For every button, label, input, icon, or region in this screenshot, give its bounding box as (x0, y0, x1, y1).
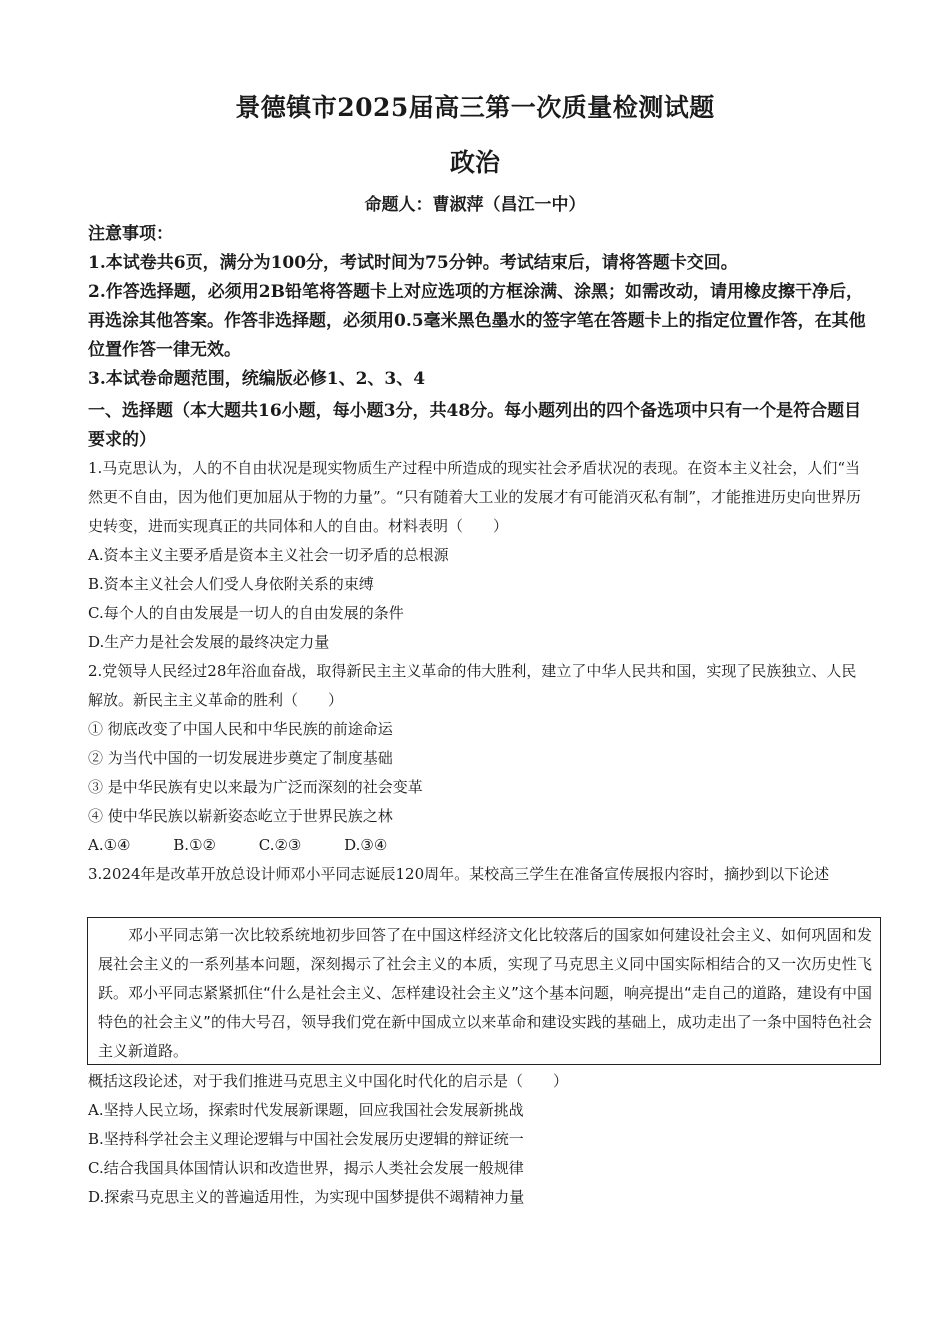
option-a: A.①④ (88, 836, 131, 854)
quote-box: 邓小平同志第一次比较系统地初步回答了在中国这样经济文化比较落后的国家如何建设社会主义、如何巩固和发展社会主义的一系列基本问题，深刻揭示了社会主义的本质，实现了马克思主义同中国实际相结合的又一次历史性飞跃。邓小平同志紧紧抓住“什么是社会主义、怎样建设社会主义”这个基本问题，响亮提出“走自己的道路，建设有中国特色的社会主义”的伟大号召，领导我们党在新中国成立以来革命和建设实践的基础上，成功走出了一条中国特色社会主义新道路。 (87, 917, 881, 1065)
statement-1: ① 彻底改变了中国人民和中华民族的前途命运 (88, 720, 393, 738)
statement-3: ③ 是中华民族有史以来最为广泛而深刻的社会变革 (88, 778, 423, 796)
option-d: D.探索马克思主义的普遍适用性，为实现中国梦提供不竭精神力量 (88, 1188, 525, 1206)
question-stem: 2.党领导人民经过28年浴血奋战，取得新民主主义革命的伟大胜利，建立了中华人民共和国，实现了民族独立、人民解放。新民主主义革命的胜利（ ） (88, 662, 857, 709)
note-item: 1.本试卷共6页，满分为100分，考试时间为75分钟。考试结束后，请将答题卡交回。 (88, 253, 738, 273)
option-a: A.坚持人民立场，探索时代发展新课题，回应我国社会发展新挑战 (88, 1101, 524, 1119)
option-d: D.生产力是社会发展的最终决定力量 (88, 633, 330, 651)
option-c: C.②③ (258, 836, 302, 854)
question-stem: 3.2024年是改革开放总设计师邓小平同志诞辰120周年。某校高三学生在准备宣传展报内容时，摘抄到以下论述 (88, 865, 830, 883)
note-item: 2.作答选择题，必须用2B铅笔将答题卡上对应选项的方框涂满、涂黑；如需改动，请用橡皮擦干净后，再选涂其他答案。作答非选择题，必须用0.5毫米黑色墨水的签字笔在答题卡上的指定位置作答，在其他位置作答一律无效。 (88, 282, 866, 360)
question-2 (88, 657, 868, 860)
statement-4: ④ 使中华民族以崭新姿态屹立于世界民族之林 (88, 807, 393, 825)
option-c: C.结合我国具体国情认识和改造世界，揭示人类社会发展一般规律 (88, 1159, 524, 1177)
question-3-body (88, 1067, 868, 1212)
option-b: B.①② (173, 836, 216, 854)
statement-2: ② 为当代中国的一切发展进步奠定了制度基础 (88, 749, 393, 767)
options-row (88, 831, 868, 860)
author-line: 命题人：曹淑萍（昌江一中） (364, 195, 586, 215)
question-prompt: 概括这段论述，对于我们推进马克思主义中国化时代化的启示是（ ） (88, 1072, 569, 1090)
question-3 (88, 860, 868, 889)
question-stem: 1.马克思认为，人的不自由状况是现实物质生产过程中所造成的现实社会矛盾状况的表现。在资本主义社会，人们“当然更不自由，因为他们更加屈从于物的力量”。“只有随着大工业的发展才有可能消灭私有制”，才能推进历史向世界历史转变，进而实现真正的共同体和人的自由。材料表明（ ） (88, 459, 862, 535)
exam-title: 景德镇市2025届高三第一次质量检测试题 (235, 93, 715, 122)
section-heading: 一、选择题（本大题共16小题，每小题3分，共48分。每小题列出的四个备选项中只有一个是符合题目要求的） (88, 401, 862, 450)
subject-title: 政治 (449, 148, 500, 177)
option-b: B.资本主义社会人们受人身依附关系的束缚 (88, 575, 374, 593)
option-a: A.资本主义主要矛盾是资本主义社会一切矛盾的总根源 (88, 546, 449, 564)
option-c: C.每个人的自由发展是一切人的自由发展的条件 (88, 604, 404, 622)
question-1 (88, 454, 868, 657)
notes-heading: 注意事项： (88, 224, 173, 244)
option-b: B.坚持科学社会主义理论逻辑与中国社会发展历史逻辑的辩证统一 (88, 1130, 524, 1148)
option-d: D.③④ (344, 836, 388, 854)
notes-block (88, 220, 868, 394)
note-item: 3.本试卷命题范围，统编版必修1、2、3、4 (88, 369, 426, 389)
